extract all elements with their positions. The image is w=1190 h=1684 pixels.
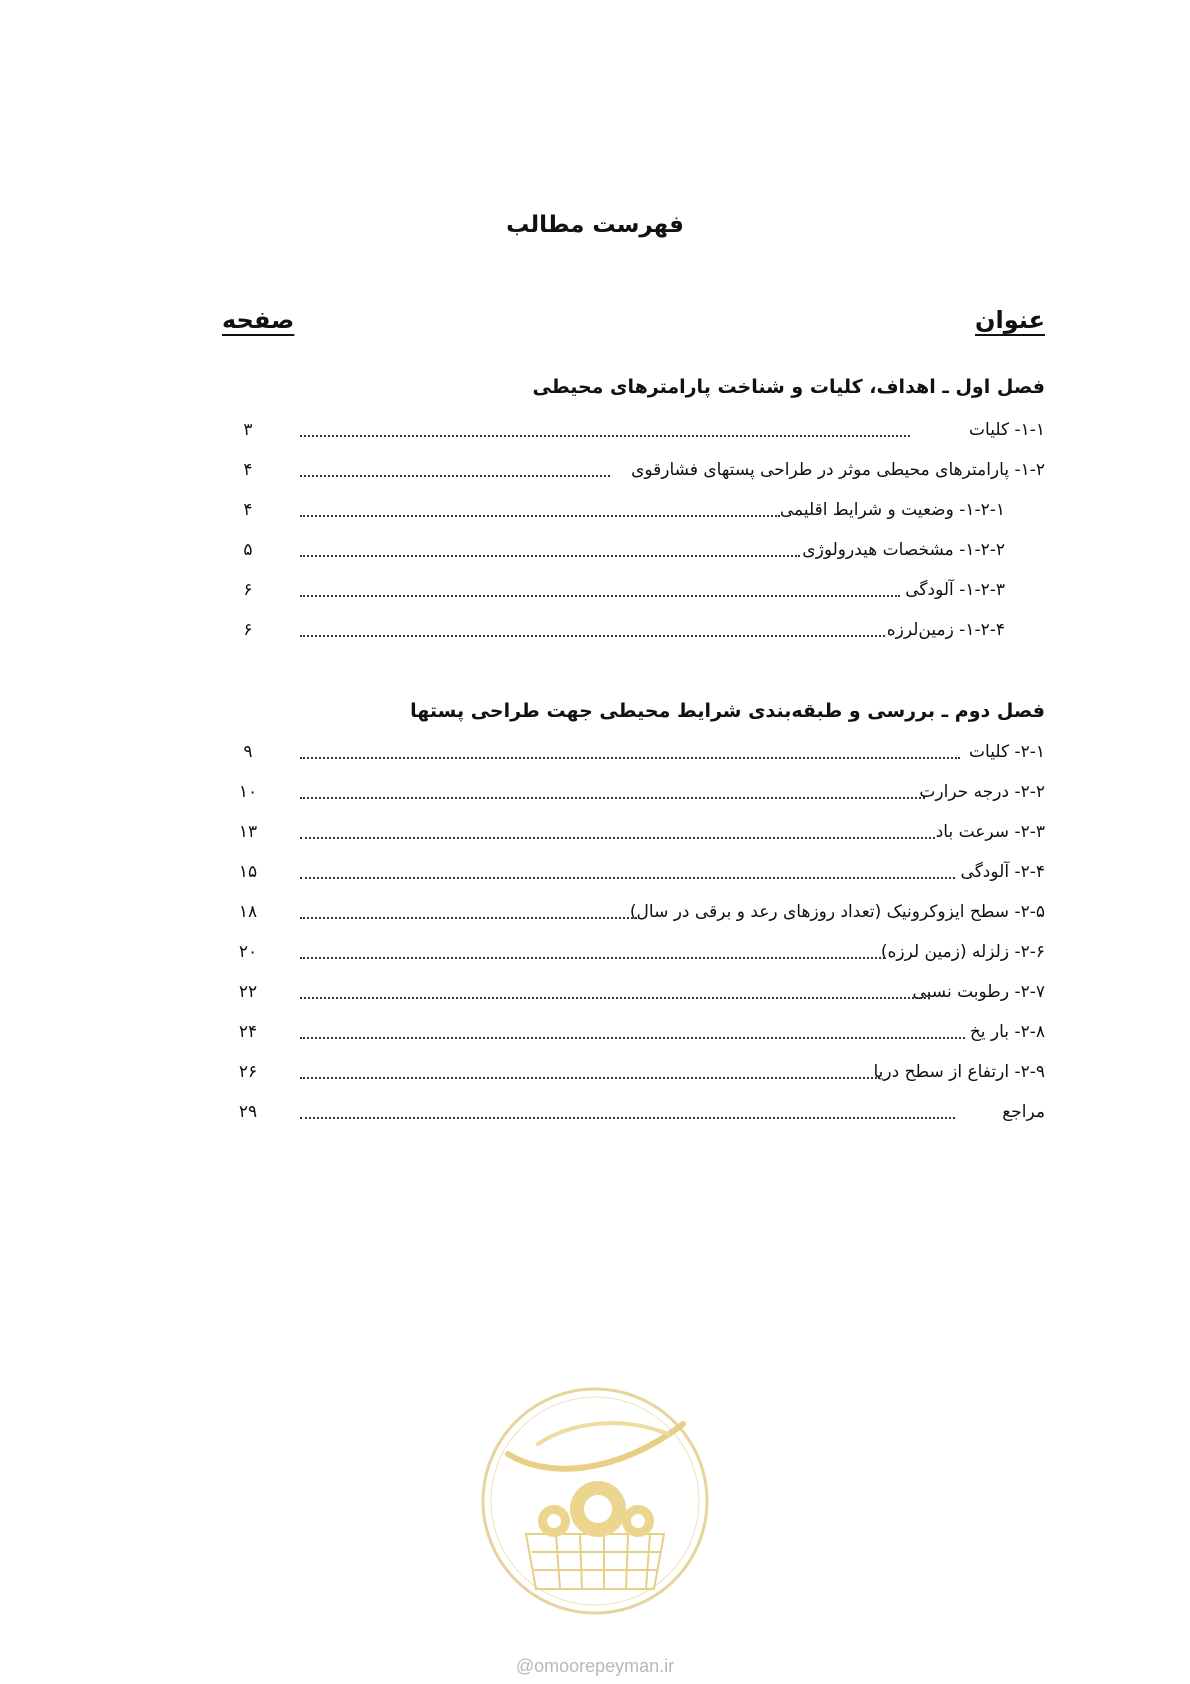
chapter-1-title: فصل اول ـ اهداف، کلیات و شناخت پارامترهای محیطی	[532, 376, 1045, 398]
toc-entry-page: ۲۹	[238, 1102, 258, 1122]
toc-entry-page: ۳	[243, 420, 253, 440]
toc-entry-label: مراجع	[1002, 1102, 1045, 1122]
toc-entry[interactable]	[230, 416, 1045, 444]
toc-entry-label: ۲-۴- آلودگی	[960, 862, 1045, 882]
toc-entry-page: ۲۴	[238, 1022, 258, 1042]
toc-entry-label: ۲-۳- سرعت باد	[935, 822, 1045, 842]
toc-entry-label: ۱-۲-۴- زمین‌لرزه	[886, 620, 1005, 640]
dot-leader	[300, 515, 780, 517]
toc-entry-label: ۱-۲-۳- آلودگی	[905, 580, 1005, 600]
toc-entry-label: ۱-۲- پارامترهای محیطی موثر در طراحی پستهای فشارقوی	[631, 460, 1045, 480]
website-watermark: @omoorepeyman.ir	[515, 1656, 675, 1676]
page-title: فهرست مطالب	[506, 212, 684, 238]
dot-leader	[300, 1037, 965, 1039]
toc-entry-page: ۱۸	[238, 902, 258, 922]
dot-leader	[300, 837, 935, 839]
toc-entry-page: ۱۳	[238, 822, 258, 842]
toc-entry-label: ۲-۶- زلزله (زمین لرزه)	[880, 942, 1045, 962]
dot-leader	[300, 595, 900, 597]
toc-entry-label: ۲-۲- درجه حرارت	[919, 782, 1045, 802]
dot-leader	[300, 877, 955, 879]
toc-entry-page: ۲۶	[238, 1062, 258, 1082]
toc-entry-page: ۱۰	[238, 782, 258, 802]
toc-entry-page: ۱۵	[238, 862, 258, 882]
toc-entry[interactable]	[230, 1098, 1045, 1126]
dot-leader	[300, 435, 910, 437]
dot-leader	[300, 475, 610, 477]
dot-leader	[300, 757, 960, 759]
toc-entry-page: ۶	[243, 620, 253, 640]
toc-entry-label: ۲-۹- ارتفاع از سطح دریا	[873, 1062, 1045, 1082]
toc-entry-page: ۵	[243, 540, 253, 560]
toc-entry-label: ۲-۸- بار یخ	[969, 1022, 1045, 1042]
dot-leader	[300, 555, 800, 557]
toc-entry-label: ۲-۷- رطوبت نسبی	[912, 982, 1045, 1002]
column-header-title: عنوان	[975, 306, 1045, 334]
toc-entry-page: ۲۰	[238, 942, 258, 962]
toc-entry-page: ۹	[243, 742, 253, 762]
dot-leader	[300, 1077, 880, 1079]
toc-entry[interactable]	[230, 456, 1045, 484]
toc-entry-page: ۲۲	[238, 982, 258, 1002]
toc-entry[interactable]	[230, 536, 1045, 564]
toc-entry[interactable]	[230, 1018, 1045, 1046]
toc-entry-page: ۴	[243, 500, 253, 520]
toc-entry[interactable]	[230, 576, 1045, 604]
toc-entry[interactable]	[230, 616, 1045, 644]
dot-leader	[300, 957, 885, 959]
toc-entry[interactable]	[230, 938, 1045, 966]
toc-entry-label: ۱-۱- کلیات	[969, 420, 1045, 440]
dot-leader	[300, 1117, 955, 1119]
dot-leader	[300, 997, 930, 999]
toc-entry-label: ۲-۵- سطح ایزوکرونیک (تعداد روزهای رعد و برقی در سال)	[629, 902, 1045, 922]
toc-entry-page: ۴	[243, 460, 253, 480]
dot-leader	[300, 797, 925, 799]
dot-leader	[300, 917, 640, 919]
dot-leader	[300, 635, 885, 637]
toc-entry[interactable]	[230, 1058, 1045, 1086]
toc-entry-label: ۱-۲-۲- مشخصات هیدرولوژی	[802, 540, 1005, 560]
toc-entry[interactable]	[230, 496, 1045, 524]
company-seal-logo	[478, 1384, 713, 1619]
toc-entry-label: ۱-۲-۱- وضعیت و شرایط اقلیمی	[779, 500, 1005, 520]
toc-entry-page: ۶	[243, 580, 253, 600]
chapter-2-title: فصل دوم ـ بررسی و طبقه‌بندی شرایط محیطی جهت طراحی پستها	[410, 700, 1045, 722]
toc-entry[interactable]	[230, 978, 1045, 1006]
toc-entry[interactable]	[230, 858, 1045, 886]
toc-entry-label: ۲-۱- کلیات	[969, 742, 1045, 762]
toc-entry[interactable]	[230, 818, 1045, 846]
column-header-page: صفحه	[222, 306, 295, 334]
toc-entry[interactable]	[230, 738, 1045, 766]
toc-entry[interactable]	[230, 898, 1045, 926]
toc-entry[interactable]	[230, 778, 1045, 806]
